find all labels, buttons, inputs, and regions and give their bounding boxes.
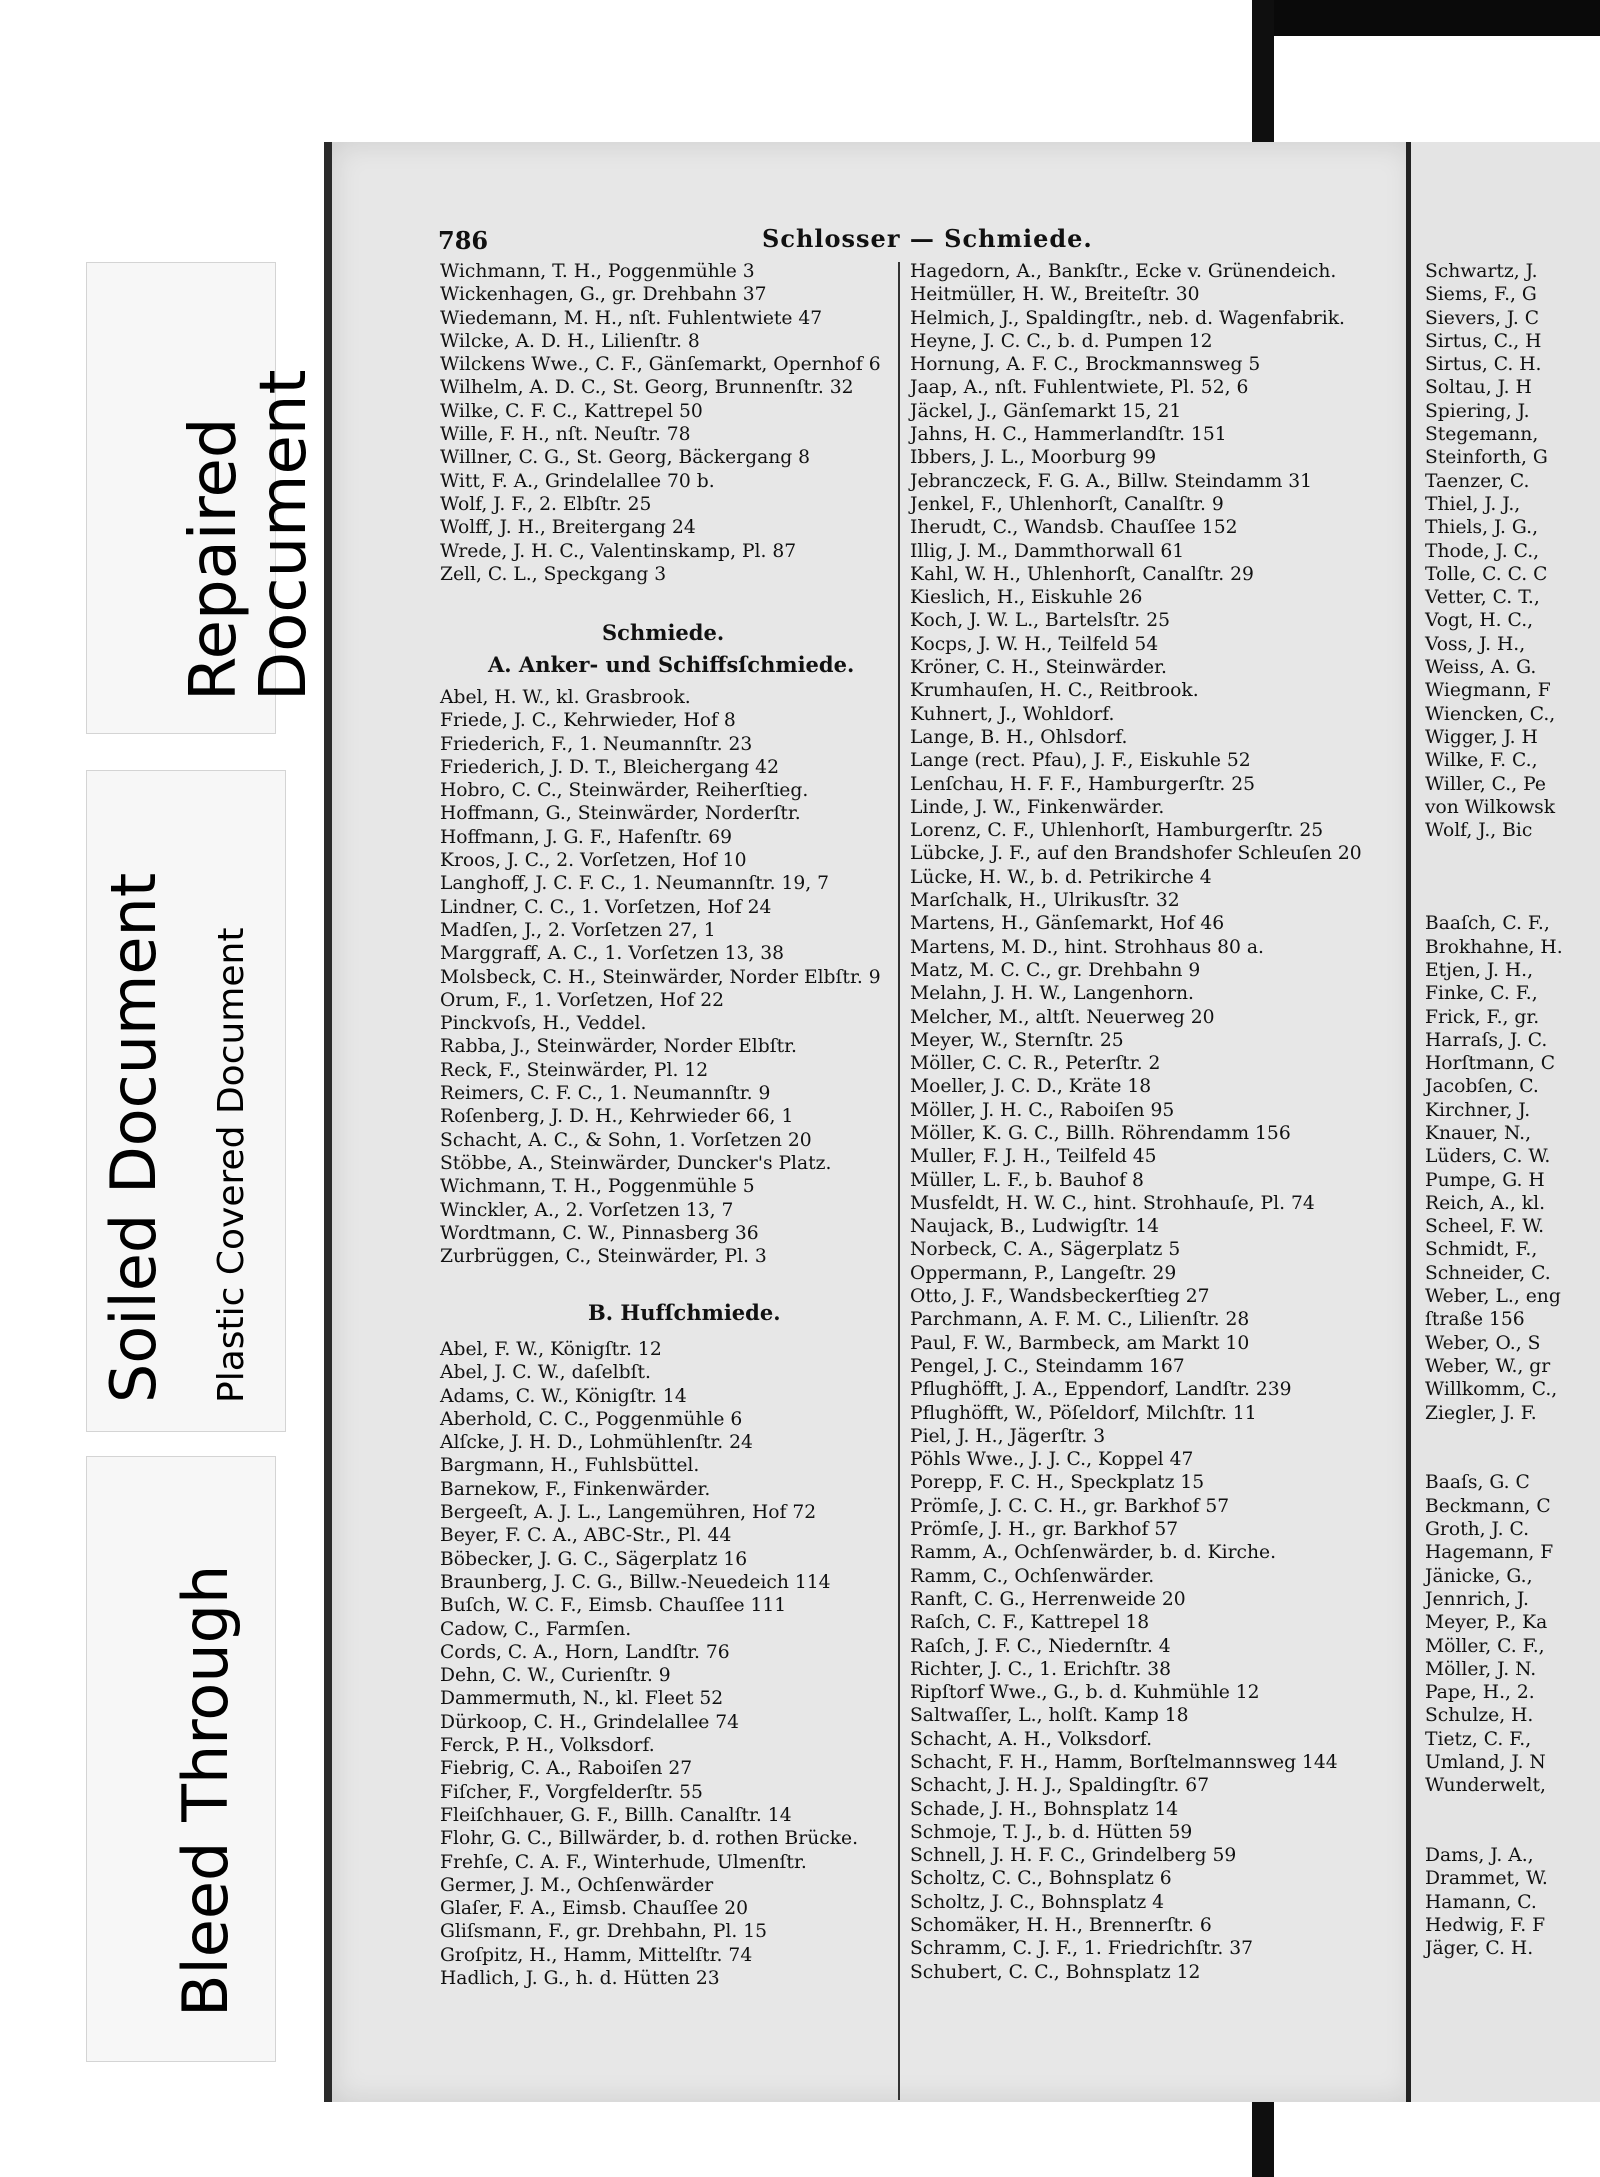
facing-page-cropped bbox=[1406, 142, 1600, 2102]
directory-entry: Schneider, C. bbox=[1425, 1262, 1551, 1284]
directory-entry: Wille, F. H., nſt. Neuſtr. 78 bbox=[440, 424, 691, 446]
directory-entry: Madſen, J., 2. Vorſetzen 27, 1 bbox=[440, 919, 716, 941]
directory-entry: Ranft, C. G., Herrenweide 20 bbox=[910, 1588, 1186, 1610]
directory-entry: Molsbeck, C. H., Steinwärder, Norder Elbſtr. 9 bbox=[440, 966, 881, 988]
directory-entry: Ramm, A., Ochſenwärder, b. d. Kirche. bbox=[910, 1542, 1277, 1564]
section-title: Schmiede. bbox=[602, 620, 725, 645]
directory-entry: Kirchner, J. bbox=[1425, 1099, 1531, 1121]
directory-entry bbox=[1425, 1798, 1600, 1821]
directory-entry: Knauer, N., bbox=[1425, 1122, 1532, 1144]
directory-entry: Frehſe, C. A. F., Winterhude, Ulmenſtr. bbox=[440, 1851, 807, 1873]
directory-entry: Jäger, C. H. bbox=[1425, 1938, 1534, 1960]
directory-entry: Jennrich, J. bbox=[1425, 1588, 1529, 1610]
directory-entry: Illig, J. M., Dammthorwall 61 bbox=[910, 540, 1185, 562]
directory-entry: Taenzer, C. bbox=[1425, 470, 1530, 492]
directory-entry: Ripſtorf Wwe., G., b. d. Kuhmühle 12 bbox=[910, 1682, 1260, 1704]
scan-top-bar bbox=[1252, 0, 1600, 36]
directory-entry: Germer, J. M., Ochſenwärder bbox=[440, 1874, 714, 1896]
directory-entry: Lindner, C. C., 1. Vorſetzen, Hof 24 bbox=[440, 896, 772, 918]
directory-entry: Zurbrüggen, C., Steinwärder, Pl. 3 bbox=[440, 1246, 767, 1268]
directory-entry: Braunberg, J. C. G., Billw.-Neuedeich 114 bbox=[440, 1571, 831, 1593]
directory-entry: Drammet, W. bbox=[1425, 1868, 1548, 1890]
directory-entry: Möller, C. F., bbox=[1425, 1635, 1545, 1657]
directory-entry: Flohr, G. C., Billwärder, b. d. rothen Brücke. bbox=[440, 1828, 859, 1850]
directory-entry: Dehn, C. W., Curienſtr. 9 bbox=[440, 1665, 671, 1687]
directory-entry: Wilcke, A. D. H., Lilienſtr. 8 bbox=[440, 330, 700, 352]
directory-entry: Beckmann, C bbox=[1425, 1495, 1551, 1517]
directory-entry: Alſcke, J. H. D., Lohmühlenſtr. 24 bbox=[440, 1432, 753, 1454]
directory-entry: Weber, L., eng bbox=[1425, 1286, 1561, 1308]
directory-entry: Winckler, A., 2. Vorſetzen 13, 7 bbox=[440, 1199, 734, 1221]
directory-entry: Martens, H., Gänſemarkt, Hof 46 bbox=[910, 913, 1225, 935]
directory-entry: Hagedorn, A., Bankſtr., Ecke v. Grünendeich. bbox=[910, 261, 1337, 282]
directory-entry: Lorenz, C. F., Uhlenhorſt, Hamburgerſtr. 25 bbox=[910, 820, 1324, 842]
directory-entry: Pflughöfft, W., Pöſeldorf, Milchſtr. 11 bbox=[910, 1402, 1257, 1424]
facing-page-column bbox=[1425, 260, 1600, 1961]
directory-entry bbox=[1425, 866, 1600, 889]
directory-entry bbox=[1425, 1425, 1600, 1448]
directory-entry: Kahl, W. H., Uhlenhorſt, Canalſtr. 29 bbox=[910, 563, 1254, 585]
directory-entry: Willkomm, C., bbox=[1425, 1379, 1558, 1401]
directory-entry: Heitmüller, H. W., Breiteſtr. 30 bbox=[910, 284, 1200, 306]
directory-entry: Helmich, J., Spaldingſtr., neb. d. Wagenfabrik. bbox=[910, 307, 1345, 329]
directory-entry: Oppermann, P., Langeſtr. 29 bbox=[910, 1262, 1177, 1284]
directory-entry: Pumpe, G. H bbox=[1425, 1169, 1545, 1191]
repaired-label-card bbox=[86, 262, 321, 734]
directory-entry: Gliſsmann, F., gr. Drehbahn, Pl. 15 bbox=[440, 1921, 768, 1943]
directory-entry bbox=[1425, 1448, 1600, 1471]
column-rule bbox=[898, 262, 900, 2100]
directory-entry: Kieslich, H., Eiskuhle 26 bbox=[910, 587, 1143, 609]
directory-entry: Wilke, F. C., bbox=[1425, 750, 1538, 772]
directory-entry: Weber, W., gr bbox=[1425, 1355, 1551, 1377]
directory-entry: Sirtus, C. H. bbox=[1425, 354, 1542, 376]
directory-entry: Prömſe, J. C. C. H., gr. Barkhof 57 bbox=[910, 1495, 1230, 1517]
directory-entry: Raſch, C. F., Kattrepel 18 bbox=[910, 1612, 1150, 1634]
directory-entry: Reich, A., kl. bbox=[1425, 1192, 1546, 1214]
directory-entry: Lenſchau, H. F. F., Hamburgerſtr. 25 bbox=[910, 773, 1255, 795]
directory-entry: Linde, J. W., Finkenwärder. bbox=[910, 796, 1165, 818]
directory-entry: Dürkoop, C. H., Grindelallee 74 bbox=[440, 1711, 740, 1733]
directory-entry: Horſtmann, C bbox=[1425, 1053, 1556, 1075]
directory-entry: Schacht, F. H., Hamm, Borſtelmannsweg 144 bbox=[910, 1752, 1338, 1773]
directory-entry: Kocps, J. W. H., Teilfeld 54 bbox=[910, 633, 1159, 655]
directory-entry: Fiebrig, C. A., Raboiſen 27 bbox=[440, 1758, 693, 1780]
directory-entry: Finke, C. F., bbox=[1425, 983, 1538, 1005]
directory-entry: Friederich, F., 1. Neumannſtr. 23 bbox=[440, 733, 753, 755]
directory-entry: Lücke, H. W., b. d. Petrikirche 4 bbox=[910, 866, 1212, 888]
directory-entry: Kröner, C. H., Steinwärder. bbox=[910, 657, 1167, 679]
directory-entry: Schnell, J. H. F. C., Grindelberg 59 bbox=[910, 1845, 1237, 1867]
directory-entry: Brokhahne, H. bbox=[1425, 936, 1563, 958]
directory-entry: Schade, J. H., Bohnsplatz 14 bbox=[910, 1798, 1179, 1820]
directory-entry: Scholtz, J. C., Bohnsplatz 4 bbox=[910, 1891, 1165, 1913]
directory-entry: Glaſer, F. A., Eimsb. Chauſſee 20 bbox=[440, 1898, 748, 1920]
directory-entry: Fleiſchhauer, G. F., Billh. Canalſtr. 14 bbox=[440, 1804, 792, 1826]
directory-page bbox=[324, 142, 1414, 2102]
directory-entry: Melahn, J. H. W., Langenhorn. bbox=[910, 983, 1194, 1005]
directory-entry: Pflughöfft, J. A., Eppendorf, Landſtr. 239 bbox=[910, 1379, 1292, 1401]
directory-entry: Wolf, J., Bic bbox=[1425, 820, 1533, 842]
directory-entry: Etjen, J. H., bbox=[1425, 959, 1534, 981]
directory-entry: Schacht, J. H. J., Spaldingſtr. 67 bbox=[910, 1775, 1210, 1797]
center-column bbox=[910, 260, 1410, 1984]
directory-entry: Pape, H., 2. bbox=[1425, 1682, 1535, 1704]
directory-entry bbox=[1425, 1821, 1600, 1844]
directory-entry: Otto, J. F., Wandsbeckerſtieg 27 bbox=[910, 1286, 1210, 1308]
directory-entry: Parchmann, A. F. M. C., Lilienſtr. 28 bbox=[910, 1309, 1250, 1331]
directory-entry: Schmoje, T. J., b. d. Hütten 59 bbox=[910, 1821, 1193, 1843]
directory-entry: Hedwig, F. F bbox=[1425, 1915, 1546, 1937]
soiled-label: Soiled Document bbox=[97, 872, 170, 1403]
directory-entry: Baaſs, G. C bbox=[1425, 1472, 1530, 1494]
directory-entry: Roſenberg, J. D. H., Kehrwieder 66, 1 bbox=[440, 1106, 794, 1128]
directory-entry: Cords, C. A., Horn, Landſtr. 76 bbox=[440, 1641, 730, 1663]
directory-entry: Wrede, J. H. C., Valentinskamp, Pl. 87 bbox=[440, 540, 797, 562]
directory-entry: Kuhnert, J., Wohldorf. bbox=[910, 703, 1115, 725]
directory-entry: Fiſcher, F., Vorgfelderſtr. 55 bbox=[440, 1781, 703, 1803]
directory-entry: Wunderwelt, bbox=[1425, 1775, 1546, 1797]
directory-entry: Stöbbe, A., Steinwärder, Duncker's Platz. bbox=[440, 1152, 832, 1174]
directory-entry: Voss, J. H., bbox=[1425, 633, 1526, 655]
directory-entry: Jänicke, G., bbox=[1425, 1565, 1533, 1587]
directory-entry: Marggraff, A. C., 1. Vorſetzen 13, 38 bbox=[440, 943, 785, 965]
directory-entry: Tolle, C. C. C bbox=[1425, 563, 1548, 585]
directory-entry: Abel, J. C. W., daſelbſt. bbox=[440, 1362, 651, 1384]
directory-entry: Steinforth, G bbox=[1425, 447, 1548, 469]
directory-entry: Meyer, P., Ka bbox=[1425, 1612, 1548, 1634]
directory-entry: Friederich, J. D. T., Bleichergang 42 bbox=[440, 756, 779, 778]
directory-entry: Thiel, J. J., bbox=[1425, 493, 1521, 515]
directory-entry: Saltwaſſer, L., holſt. Kamp 18 bbox=[910, 1705, 1189, 1727]
directory-entry: Umland, J. N bbox=[1425, 1752, 1546, 1773]
directory-entry: Heyne, J. C. C., b. d. Pumpen 12 bbox=[910, 330, 1213, 352]
plastic-label: Plastic Covered Document bbox=[211, 927, 252, 1403]
directory-entry: Schramm, C. J. F., 1. Friedrichſtr. 37 bbox=[910, 1938, 1254, 1960]
soiled-plastic-label-card bbox=[86, 770, 286, 1432]
directory-entry: Krumhauſen, H. C., Reitbrook. bbox=[910, 680, 1199, 702]
directory-entry: Hoffmann, G., Steinwärder, Norderſtr. bbox=[440, 803, 801, 825]
directory-entry: Scholtz, C. C., Bohnsplatz 6 bbox=[910, 1868, 1172, 1890]
directory-entry: Sirtus, C., H bbox=[1425, 330, 1542, 352]
directory-entry: Jenkel, F., Uhlenhorſt, Canalſtr. 9 bbox=[910, 493, 1224, 515]
directory-entry: Musfeldt, H. W. C., hint. Strohhauſe, Pl. 74 bbox=[910, 1192, 1315, 1214]
directory-entry: Thiels, J. G., bbox=[1425, 517, 1539, 539]
directory-entry: Ziegler, J. F. bbox=[1425, 1402, 1537, 1424]
directory-entry: Hamann, C. bbox=[1425, 1891, 1537, 1913]
directory-entry: Groth, J. C. bbox=[1425, 1519, 1530, 1541]
directory-entry: Rabba, J., Steinwärder, Norder Elbſtr. bbox=[440, 1036, 797, 1058]
directory-entry: Friede, J. C., Kehrwieder, Hof 8 bbox=[440, 710, 736, 732]
subsection-b-title: B. Hufſchmiede. bbox=[588, 1300, 781, 1325]
directory-entry: Bargmann, H., Fuhlsbüttel. bbox=[440, 1455, 700, 1477]
directory-entry: Hadlich, J. G., h. d. Hütten 23 bbox=[440, 1968, 720, 1990]
directory-entry: Jahns, H. C., Hammerlandſtr. 151 bbox=[910, 424, 1227, 446]
directory-entry: Zell, C. L., Speckgang 3 bbox=[440, 563, 667, 585]
directory-entry: Bergeeſt, A. J. L., Langemühren, Hof 72 bbox=[440, 1502, 817, 1524]
directory-entry: Wichmann, T. H., Poggenmühle 3 bbox=[440, 261, 755, 282]
page-number: 786 bbox=[438, 226, 489, 255]
directory-entry: Dammermuth, N., kl. Fleet 52 bbox=[440, 1688, 724, 1710]
directory-entry: Wilhelm, A. D. C., St. Georg, Brunnenſtr. 32 bbox=[440, 377, 854, 399]
directory-entry: Prömſe, J. H., gr. Barkhof 57 bbox=[910, 1519, 1179, 1541]
directory-entry: Wordtmann, C. W., Pinnasberg 36 bbox=[440, 1222, 759, 1244]
directory-entry: Sievers, J. C bbox=[1425, 307, 1540, 329]
directory-entry: Cadow, C., Farmſen. bbox=[440, 1618, 632, 1640]
bleed-label-card bbox=[86, 1456, 276, 2062]
directory-entry: Marſchalk, H., Ulrikusſtr. 32 bbox=[910, 890, 1180, 912]
directory-entry: Tietz, C. F., bbox=[1425, 1728, 1532, 1750]
directory-entry: Matz, M. C. C., gr. Drehbahn 9 bbox=[910, 959, 1201, 981]
directory-entry: Aberhold, C. C., Poggenmühle 6 bbox=[440, 1408, 743, 1430]
page-header: Schlosser — Schmiede. bbox=[762, 224, 1093, 253]
directory-entry: Wolf, J. F., 2. Elbſtr. 25 bbox=[440, 493, 652, 515]
directory-entry: Witt, F. A., Grindelallee 70 b. bbox=[440, 470, 715, 492]
directory-entry: Lange, B. H., Ohlsdorf. bbox=[910, 726, 1128, 748]
directory-entry bbox=[1425, 889, 1600, 912]
directory-entry: Norbeck, C. A., Sägerplatz 5 bbox=[910, 1239, 1181, 1261]
directory-entry: Soltau, J. H bbox=[1425, 377, 1532, 399]
directory-entry: Jacobſen, C. bbox=[1425, 1076, 1539, 1098]
subsection-a-title: A. Anker- und Schiffsſchmiede. bbox=[488, 652, 855, 677]
directory-entry: Schomäker, H. H., Brennerſtr. 6 bbox=[910, 1915, 1212, 1937]
directory-entry: Abel, F. W., Königſtr. 12 bbox=[440, 1339, 662, 1360]
directory-entry: Abel, H. W., kl. Grasbrook. bbox=[440, 687, 691, 708]
left-column-section-a bbox=[440, 686, 892, 1268]
directory-entry: Richter, J. C., 1. Erichſtr. 38 bbox=[910, 1658, 1172, 1680]
directory-entry: Raſch, J. F. C., Niedernſtr. 4 bbox=[910, 1635, 1171, 1657]
directory-entry: Wichmann, T. H., Poggenmühle 5 bbox=[440, 1176, 755, 1198]
directory-entry: Schacht, A. H., Volksdorf. bbox=[910, 1728, 1153, 1750]
directory-entry: Jebranczeck, F. G. A., Billw. Steindamm 31 bbox=[910, 470, 1313, 492]
directory-entry: Wiencken, C., bbox=[1425, 703, 1556, 725]
directory-entry: Lüders, C. W. bbox=[1425, 1146, 1551, 1168]
directory-entry bbox=[1425, 842, 1600, 865]
directory-entry: Hobro, C. C., Steinwärder, Reiherſtieg. bbox=[440, 780, 809, 802]
directory-entry: ſtraße 156 bbox=[1425, 1309, 1525, 1331]
directory-entry: Willer, C., Pe bbox=[1425, 773, 1546, 795]
directory-entry: Scheel, F. W. bbox=[1425, 1216, 1545, 1238]
directory-entry: Reimers, C. F. C., 1. Neumannſtr. 9 bbox=[440, 1083, 771, 1105]
directory-entry: Wickenhagen, G., gr. Drehbahn 37 bbox=[440, 284, 767, 306]
left-column-top bbox=[440, 260, 892, 586]
directory-entry: Lange (rect. Pfau), J. F., Eiskuhle 52 bbox=[910, 750, 1251, 772]
directory-entry: Wigger, J. H bbox=[1425, 726, 1538, 748]
directory-entry: Schwartz, J. bbox=[1425, 261, 1538, 282]
directory-entry: Wilke, C. F. C., Kattrepel 50 bbox=[440, 400, 703, 422]
directory-entry: Ramm, C., Ochſenwärder. bbox=[910, 1565, 1155, 1587]
directory-entry: Wiedemann, M. H., nſt. Fuhlentwiete 47 bbox=[440, 307, 823, 329]
directory-entry: Paul, F. W., Barmbeck, am Markt 10 bbox=[910, 1332, 1250, 1354]
directory-entry: Möller, J. H. C., Raboiſen 95 bbox=[910, 1099, 1175, 1121]
directory-entry: Orum, F., 1. Vorſetzen, Hof 22 bbox=[440, 989, 724, 1011]
directory-entry: Hornung, A. F. C., Brockmannsweg 5 bbox=[910, 354, 1261, 376]
directory-entry: Jaap, A., nſt. Fuhlentwiete, Pl. 52, 6 bbox=[910, 377, 1249, 399]
directory-entry: Weiss, A. G. bbox=[1425, 657, 1537, 679]
directory-entry: Ferck, P. H., Volksdorf. bbox=[440, 1735, 655, 1757]
directory-entry: Schubert, C. C., Bohnsplatz 12 bbox=[910, 1961, 1201, 1983]
directory-entry: Baaſch, C. F., bbox=[1425, 913, 1550, 935]
directory-entry: Pöhls Wwe., J. J. C., Koppel 47 bbox=[910, 1449, 1194, 1471]
directory-entry: Jäckel, J., Gänſemarkt 15, 21 bbox=[910, 400, 1182, 422]
directory-entry: Vogt, H. C., bbox=[1425, 610, 1534, 632]
directory-entry: Schmidt, F., bbox=[1425, 1239, 1538, 1261]
directory-entry: Böbecker, J. G. C., Sägerplatz 16 bbox=[440, 1548, 748, 1570]
directory-entry: Möller, C. C. R., Peterſtr. 2 bbox=[910, 1053, 1161, 1075]
directory-entry: Iherudt, C., Wandsb. Chauſſee 152 bbox=[910, 517, 1238, 539]
directory-entry: Siems, F., G bbox=[1425, 284, 1537, 306]
directory-entry: Thode, J. C., bbox=[1425, 540, 1540, 562]
directory-entry: Reck, F., Steinwärder, Pl. 12 bbox=[440, 1059, 709, 1081]
directory-entry: Weber, O., S bbox=[1425, 1332, 1541, 1354]
directory-entry: Müller, L. F., b. Bauhof 8 bbox=[910, 1169, 1144, 1191]
directory-entry: Möller, J. N. bbox=[1425, 1658, 1537, 1680]
directory-entry: Dams, J. A., bbox=[1425, 1845, 1534, 1867]
directory-entry: Harraſs, J. C. bbox=[1425, 1029, 1548, 1051]
directory-entry: Wolff, J. H., Breitergang 24 bbox=[440, 517, 696, 539]
directory-entry: Koch, J. W. L., Bartelsſtr. 25 bbox=[910, 610, 1170, 632]
directory-entry: Muller, F. J. H., Teilfeld 45 bbox=[910, 1146, 1157, 1168]
directory-entry: Piel, J. H., Jägerſtr. 3 bbox=[910, 1425, 1106, 1447]
directory-entry: Wilckens Wwe., C. F., Gänſemarkt, Opernhof 6 bbox=[440, 354, 881, 376]
directory-entry: Pinckvoſs, H., Veddel. bbox=[440, 1013, 647, 1035]
directory-entry: von Wilkowsk bbox=[1425, 796, 1556, 818]
directory-entry: Hagemann, F bbox=[1425, 1542, 1554, 1564]
directory-entry: Martens, M. D., hint. Strohhaus 80 a. bbox=[910, 936, 1264, 958]
directory-entry: Kroos, J. C., 2. Vorſetzen, Hof 10 bbox=[440, 850, 747, 872]
bleed-label: Bleed Through bbox=[169, 1564, 242, 2017]
directory-entry: Willner, C. G., St. Georg, Bäckergang 8 bbox=[440, 447, 811, 469]
directory-entry: Moeller, J. C. D., Kräte 18 bbox=[910, 1076, 1152, 1098]
left-column-section-b bbox=[440, 1338, 892, 1990]
directory-entry: Adams, C. W., Königſtr. 14 bbox=[440, 1385, 687, 1407]
directory-entry: Spiering, J. bbox=[1425, 400, 1530, 422]
directory-entry: Pengel, J. C., Steindamm 167 bbox=[910, 1355, 1185, 1377]
directory-entry: Naujack, B., Ludwigſtr. 14 bbox=[910, 1216, 1159, 1238]
repaired-label: Repaired Document bbox=[177, 369, 321, 701]
directory-entry: Wiegmann, F bbox=[1425, 680, 1551, 702]
directory-entry: Buſch, W. C. F., Eimsb. Chauſſee 111 bbox=[440, 1595, 787, 1617]
directory-entry: Ibbers, J. L., Moorburg 99 bbox=[910, 447, 1157, 469]
directory-entry: Schacht, A. C., & Sohn, 1. Vorſetzen 20 bbox=[440, 1129, 812, 1151]
directory-entry: Möller, K. G. C., Billh. Röhrendamm 156 bbox=[910, 1122, 1291, 1144]
directory-entry: Groſpitz, H., Hamm, Mittelſtr. 74 bbox=[440, 1944, 753, 1966]
directory-entry: Barnekow, F., Finkenwärder. bbox=[440, 1478, 711, 1500]
directory-entry: Porepp, F. C. H., Speckplatz 15 bbox=[910, 1472, 1205, 1494]
directory-entry: Schulze, H. bbox=[1425, 1705, 1534, 1727]
directory-entry: Hoffmann, J. G. F., Hafenſtr. 69 bbox=[440, 826, 732, 848]
directory-entry: Stegemann, bbox=[1425, 424, 1539, 446]
directory-entry: Meyer, W., Sternſtr. 25 bbox=[910, 1029, 1124, 1051]
directory-entry: Beyer, F. C. A., ABC-Str., Pl. 44 bbox=[440, 1525, 732, 1547]
directory-entry: Vetter, C. T., bbox=[1425, 587, 1540, 609]
directory-entry: Melcher, M., altſt. Neuerweg 20 bbox=[910, 1006, 1215, 1028]
directory-entry: Lübcke, J. F., auf den Brandshofer Schleuſen 20 bbox=[910, 843, 1362, 865]
directory-entry: Langhoff, J. C. F. C., 1. Neumannſtr. 19, 7 bbox=[440, 873, 830, 895]
directory-entry: Frick, F., gr. bbox=[1425, 1006, 1540, 1028]
